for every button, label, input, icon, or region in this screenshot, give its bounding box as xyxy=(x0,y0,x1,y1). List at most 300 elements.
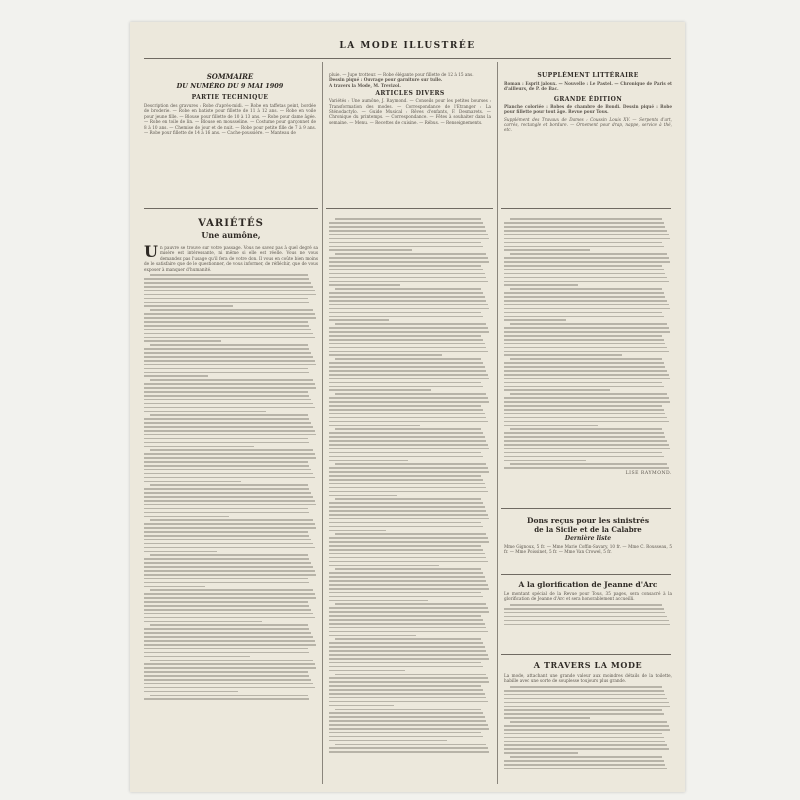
text-line-texture xyxy=(329,681,489,683)
text-line-texture xyxy=(150,695,308,697)
text-line-texture xyxy=(144,321,308,323)
text-line-texture xyxy=(504,273,665,275)
text-line-texture xyxy=(335,393,486,395)
signature-rule xyxy=(501,508,671,509)
text-line-texture xyxy=(150,309,313,311)
text-line-texture xyxy=(329,541,489,543)
text-line-texture xyxy=(329,600,428,602)
text-line-texture xyxy=(504,752,578,754)
text-line-texture xyxy=(329,506,485,508)
text-line-texture xyxy=(150,589,313,591)
text-line-texture xyxy=(504,335,662,337)
text-line-texture xyxy=(504,234,669,236)
text-line-texture xyxy=(144,562,311,564)
varietes-lead-text: n pauvre se trouve sur votre passage. Vous ne savez pas à quel degré sa misère est intéressante, ni même si elle est réelle. Vous ne vous demandez pas l'usage qu'il fera de votre don. Il vous en coûte bien moins de le satisfaire que de le questionner, de vous informer, de réfléchir, que de vous exposer à manquer d'humanité. xyxy=(144,245,318,272)
text-line-texture xyxy=(329,689,483,691)
text-line-texture xyxy=(144,570,315,572)
text-line-texture xyxy=(504,612,665,614)
text-line-texture xyxy=(329,747,488,749)
text-line-texture xyxy=(504,304,669,306)
text-line-texture xyxy=(504,698,667,700)
text-line-texture xyxy=(504,409,664,411)
varietes-body-column-2 xyxy=(329,216,491,753)
text-line-texture xyxy=(504,706,670,708)
text-line-texture xyxy=(329,448,489,450)
text-line-texture xyxy=(144,663,315,665)
text-line-texture xyxy=(329,557,486,559)
text-line-texture xyxy=(504,331,670,333)
text-line-texture xyxy=(329,284,400,286)
text-line-texture xyxy=(510,604,662,606)
text-line-texture xyxy=(329,658,489,660)
text-line-texture xyxy=(504,694,665,696)
text-line-texture xyxy=(329,409,483,411)
text-line-texture xyxy=(504,456,664,458)
text-line-texture xyxy=(335,358,481,360)
text-line-texture xyxy=(329,483,485,485)
text-line-texture xyxy=(329,697,486,699)
text-line-texture xyxy=(329,751,489,753)
text-line-texture xyxy=(329,265,481,267)
col2-lines-b: Dessin piqué : Ouvrage pour garniture sur tulle. xyxy=(329,77,443,83)
text-line-texture xyxy=(150,379,313,381)
text-line-texture xyxy=(144,391,308,393)
text-line-texture xyxy=(329,502,483,504)
text-line-texture xyxy=(329,701,488,703)
text-line-texture xyxy=(329,277,486,279)
page-sheet xyxy=(130,22,685,792)
text-line-texture xyxy=(335,568,481,570)
text-line-texture xyxy=(510,323,667,325)
text-line-texture xyxy=(144,422,311,424)
text-line-texture xyxy=(329,319,389,321)
text-line-texture xyxy=(144,593,315,595)
text-line-texture xyxy=(504,249,590,251)
text-line-texture xyxy=(150,484,308,486)
text-line-texture xyxy=(329,347,486,349)
text-line-texture xyxy=(329,343,485,345)
text-line-texture xyxy=(329,386,483,388)
text-line-texture xyxy=(504,741,665,743)
text-line-texture xyxy=(504,257,669,259)
text-line-texture xyxy=(329,510,486,512)
text-line-texture xyxy=(329,417,486,419)
text-line-texture xyxy=(504,764,665,766)
text-line-texture xyxy=(329,257,488,259)
text-line-texture xyxy=(504,386,664,388)
text-line-texture xyxy=(329,273,485,275)
text-line-texture xyxy=(329,281,488,283)
text-line-texture xyxy=(504,343,665,345)
text-line-texture xyxy=(504,448,670,450)
text-line-texture xyxy=(150,660,313,662)
text-line-texture xyxy=(329,588,489,590)
text-line-texture xyxy=(329,693,485,695)
text-line-texture xyxy=(144,636,313,638)
text-line-texture xyxy=(144,601,308,603)
text-line-texture xyxy=(504,432,664,434)
text-line-texture xyxy=(329,421,488,423)
text-line-texture xyxy=(329,677,488,679)
text-line-texture xyxy=(144,278,309,280)
text-line-texture xyxy=(144,504,316,506)
text-line-texture xyxy=(144,438,308,440)
supplement-box xyxy=(504,72,672,133)
text-line-texture xyxy=(329,670,405,672)
travers-title: A TRAVERS LA MODE xyxy=(533,660,643,670)
text-line-texture xyxy=(329,627,486,629)
text-line-texture xyxy=(510,218,662,220)
text-line-texture xyxy=(329,370,486,372)
text-line-texture xyxy=(144,582,309,584)
text-line-texture xyxy=(329,705,394,707)
text-line-texture xyxy=(335,638,481,640)
articles-divers-box xyxy=(329,72,491,125)
text-line-texture xyxy=(335,218,481,220)
text-line-texture xyxy=(329,584,488,586)
text-line-texture xyxy=(329,487,486,489)
text-line-texture xyxy=(329,732,481,734)
text-line-texture xyxy=(144,586,205,588)
text-line-texture xyxy=(144,399,311,401)
text-line-texture xyxy=(504,242,662,244)
text-line-texture xyxy=(329,335,481,337)
text-line-texture xyxy=(504,351,669,353)
text-line-texture xyxy=(504,347,667,349)
text-line-texture xyxy=(144,411,266,413)
text-line-texture xyxy=(504,460,586,462)
dons-text: Mme Gignoux, 5 fr. — Mme Marie Coffin-Savary, 10 fr. — Mme C. Rousseau, 5 fr. — Mme Poissinet, 5 fr. — Mme Van Crowel, 5 fr. xyxy=(504,544,672,555)
text-line-texture xyxy=(150,414,308,416)
sommaire-title: SOMMAIRE xyxy=(206,72,254,81)
text-line-texture xyxy=(329,728,489,730)
text-line-texture xyxy=(329,471,489,473)
text-line-texture xyxy=(144,298,308,300)
text-line-texture xyxy=(144,395,309,397)
text-line-texture xyxy=(329,316,483,318)
text-line-texture xyxy=(144,535,309,537)
text-line-texture xyxy=(504,737,664,739)
text-line-texture xyxy=(335,463,486,465)
column-rule-1 xyxy=(322,62,323,784)
text-line-texture xyxy=(335,709,481,711)
text-line-texture xyxy=(329,413,485,415)
text-line-texture xyxy=(144,477,315,479)
varietes-article xyxy=(144,218,318,700)
text-line-texture xyxy=(150,344,308,346)
text-line-texture xyxy=(144,496,313,498)
text-line-texture xyxy=(329,230,486,232)
text-line-texture xyxy=(329,650,486,652)
text-line-texture xyxy=(504,316,664,318)
text-line-texture xyxy=(144,418,309,420)
articles-divers-heading: ARTICLES DIVERS xyxy=(375,90,445,98)
text-line-texture xyxy=(329,514,488,516)
text-line-texture xyxy=(329,300,486,302)
text-line-texture xyxy=(335,253,486,255)
text-line-texture xyxy=(329,619,483,621)
text-line-texture xyxy=(144,442,309,444)
travers-filler xyxy=(504,686,672,769)
text-line-texture xyxy=(329,479,483,481)
col3-filler xyxy=(504,218,672,469)
text-line-texture xyxy=(329,491,488,493)
text-line-texture xyxy=(329,374,488,376)
text-line-texture xyxy=(504,733,662,735)
text-line-texture xyxy=(144,558,309,560)
jeanne-text: Le montant spécial de la Revue pour Tous, 35 pages, sera consacré à la glorification de Jeanne d'Arc et sera honorablement accueilli. xyxy=(504,591,672,602)
text-line-texture xyxy=(329,592,481,594)
text-line-texture xyxy=(504,425,598,427)
text-line-texture xyxy=(144,305,233,307)
text-line-texture xyxy=(144,375,208,377)
text-line-texture xyxy=(329,615,481,617)
grande-edition-extra: Supplément des Travaux de Dames : Coussin Louis XV. — Serpents d'art, carrés, rectangle et bordure. — Ornement pour drap, nappe, service à thé, etc. xyxy=(504,116,672,133)
text-line-texture xyxy=(329,351,488,353)
text-line-texture xyxy=(510,253,667,255)
col3-top-rule xyxy=(501,208,671,209)
text-line-texture xyxy=(504,300,667,302)
text-line-texture xyxy=(144,340,221,342)
text-line-texture xyxy=(329,432,483,434)
dons-subtitle: Dernière liste xyxy=(564,535,612,542)
text-line-texture xyxy=(504,230,667,232)
grande-edition-heading: GRANDE ÉDITION xyxy=(553,95,623,103)
text-line-texture xyxy=(329,401,489,403)
text-line-texture xyxy=(329,526,483,528)
text-line-texture xyxy=(329,724,488,726)
text-line-texture xyxy=(329,495,397,497)
text-line-texture xyxy=(329,549,483,551)
text-line-texture xyxy=(329,456,483,458)
text-line-texture xyxy=(144,348,309,350)
text-line-texture xyxy=(329,565,439,567)
text-line-texture xyxy=(329,685,481,687)
text-line-texture xyxy=(504,378,670,380)
text-line-texture xyxy=(329,646,485,648)
text-line-texture xyxy=(329,382,481,384)
text-line-texture xyxy=(504,729,670,731)
text-line-texture xyxy=(144,325,309,327)
text-line-texture xyxy=(329,522,481,524)
text-line-texture xyxy=(150,519,313,521)
text-line-texture xyxy=(144,597,316,599)
text-line-texture xyxy=(504,281,669,283)
text-line-texture xyxy=(504,397,669,399)
text-line-texture xyxy=(329,580,486,582)
jeanne-rule xyxy=(501,654,671,655)
text-line-texture xyxy=(504,246,664,248)
text-line-texture xyxy=(504,620,669,622)
text-line-texture xyxy=(510,428,662,430)
text-line-texture xyxy=(504,725,669,727)
text-line-texture xyxy=(329,378,489,380)
text-line-texture xyxy=(510,393,667,395)
text-line-texture xyxy=(144,523,315,525)
text-line-texture xyxy=(144,282,311,284)
text-line-texture xyxy=(144,527,316,529)
text-line-texture xyxy=(329,537,488,539)
text-line-texture xyxy=(329,242,481,244)
text-line-texture xyxy=(144,500,315,502)
text-line-texture xyxy=(144,461,308,463)
text-line-texture xyxy=(144,356,313,358)
text-line-texture xyxy=(504,760,664,762)
jeanne-filler xyxy=(504,604,672,625)
text-line-texture xyxy=(504,467,669,469)
text-line-texture xyxy=(510,288,662,290)
text-line-texture xyxy=(144,656,250,658)
text-line-texture xyxy=(144,648,308,650)
jeanne-article xyxy=(504,580,672,625)
text-line-texture xyxy=(329,662,481,664)
text-line-texture xyxy=(144,698,309,700)
text-line-texture xyxy=(144,313,315,315)
text-line-texture xyxy=(144,286,313,288)
col2-filler xyxy=(329,218,491,753)
supplement-text: Roman : Esprit jaloux. — Nouvelle : Le Pastel. — Chronique de Paris et d'ailleurs, de P. de Bac. xyxy=(504,81,672,92)
text-line-texture xyxy=(144,609,311,611)
text-line-texture xyxy=(329,716,485,718)
text-line-texture xyxy=(144,294,316,296)
text-line-texture xyxy=(329,436,485,438)
text-line-texture xyxy=(335,428,481,430)
dons-article xyxy=(504,516,672,555)
travers-text: La mode, attachant une grande valeur aux moindres détails de la toilette, habille avec une sorte de souplesse toujours plus grande. xyxy=(504,673,672,684)
text-line-texture xyxy=(329,362,483,364)
text-line-texture xyxy=(335,603,486,605)
text-line-texture xyxy=(144,457,316,459)
text-line-texture xyxy=(144,578,308,580)
text-line-texture xyxy=(329,366,485,368)
text-line-texture xyxy=(144,605,309,607)
partie-technique-heading: PARTIE TECHNIQUE xyxy=(191,94,269,101)
text-line-texture xyxy=(329,339,483,341)
text-line-texture xyxy=(144,628,309,630)
text-line-texture xyxy=(329,545,481,547)
text-line-texture xyxy=(329,222,483,224)
text-line-texture xyxy=(504,440,667,442)
text-line-texture xyxy=(510,686,662,688)
text-line-texture xyxy=(144,372,309,374)
text-line-texture xyxy=(329,296,485,298)
text-line-texture xyxy=(144,329,311,331)
text-line-texture xyxy=(504,744,667,746)
text-line-texture xyxy=(144,434,316,436)
text-line-texture xyxy=(144,667,316,669)
text-line-texture xyxy=(504,702,669,704)
text-line-texture xyxy=(504,608,664,610)
text-line-texture xyxy=(329,308,489,310)
text-line-texture xyxy=(329,736,483,738)
text-line-texture xyxy=(144,368,308,370)
text-line-texture xyxy=(144,652,309,654)
text-line-texture xyxy=(144,333,313,335)
text-line-texture xyxy=(329,238,489,240)
text-line-texture xyxy=(150,554,308,556)
text-line-texture xyxy=(504,265,662,267)
text-line-texture xyxy=(144,426,313,428)
text-line-texture xyxy=(504,421,669,423)
text-line-texture xyxy=(144,337,315,339)
text-line-texture xyxy=(329,246,483,248)
text-line-texture xyxy=(504,624,670,626)
text-line-texture xyxy=(144,290,315,292)
text-line-texture xyxy=(144,446,254,448)
text-line-texture xyxy=(144,317,316,319)
text-line-texture xyxy=(335,323,486,325)
jeanne-title: A la glorification de Jeanne d'Arc xyxy=(518,580,658,589)
text-line-texture xyxy=(329,467,488,469)
supplement-heading: SUPPLÉMENT LITTÉRAIRE xyxy=(537,72,639,79)
text-line-texture xyxy=(504,717,590,719)
text-line-texture xyxy=(329,475,481,477)
text-line-texture xyxy=(144,691,238,693)
text-line-texture xyxy=(504,222,664,224)
text-line-texture xyxy=(504,452,662,454)
text-line-texture xyxy=(329,444,488,446)
text-line-texture xyxy=(144,574,316,576)
text-line-texture xyxy=(504,339,664,341)
text-line-texture xyxy=(144,644,316,646)
text-line-texture xyxy=(144,543,313,545)
text-line-texture xyxy=(150,274,308,276)
text-line-texture xyxy=(144,360,315,362)
text-line-texture xyxy=(329,425,420,427)
text-line-texture xyxy=(335,674,486,676)
text-line-texture xyxy=(329,642,483,644)
text-line-texture xyxy=(329,561,488,563)
text-line-texture xyxy=(144,453,315,455)
text-line-texture xyxy=(504,616,667,618)
text-line-texture xyxy=(329,269,483,271)
dons-title: Dons reçus pour les sinistrés xyxy=(526,516,650,525)
text-line-texture xyxy=(329,354,442,356)
col2-lines-a: pluie. — Jupe trotteur. — Robe élégante pour fillette de 12 à 15 ans. xyxy=(329,72,474,77)
text-line-texture xyxy=(335,288,481,290)
dons-title-2: de la Sicile et de la Calabre xyxy=(534,525,642,534)
text-line-texture xyxy=(329,740,447,742)
text-line-texture xyxy=(144,465,309,467)
varietes-body-column-1 xyxy=(144,274,318,700)
text-line-texture xyxy=(504,713,664,715)
text-line-texture xyxy=(144,383,315,385)
text-line-texture xyxy=(504,261,670,263)
text-line-texture xyxy=(504,292,664,294)
text-line-texture xyxy=(329,331,489,333)
text-line-texture xyxy=(329,572,483,574)
column-rule-2 xyxy=(497,62,498,784)
text-line-texture xyxy=(504,366,665,368)
varietes-title: VARIÉTÉS xyxy=(198,218,264,229)
grande-edition-text: Planche coloriée : Robes de chambre de Bondi. Dessin piqué : Robe pour fillette pour tout âge. Revue pour Tous. xyxy=(504,103,672,115)
text-line-texture xyxy=(144,407,315,409)
text-line-texture xyxy=(329,405,481,407)
text-line-texture xyxy=(144,679,311,681)
text-line-texture xyxy=(504,226,665,228)
text-line-texture xyxy=(144,621,262,623)
text-line-texture xyxy=(329,249,412,251)
col2-lines-c: A travers la Mode, M. Trevizol. xyxy=(329,82,401,88)
text-line-texture xyxy=(144,430,315,432)
text-line-texture xyxy=(510,721,667,723)
text-line-texture xyxy=(335,498,481,500)
text-line-texture xyxy=(510,756,662,758)
text-line-texture xyxy=(329,452,481,454)
text-line-texture xyxy=(504,389,610,391)
text-line-texture xyxy=(144,302,309,304)
text-line-texture xyxy=(144,481,241,483)
